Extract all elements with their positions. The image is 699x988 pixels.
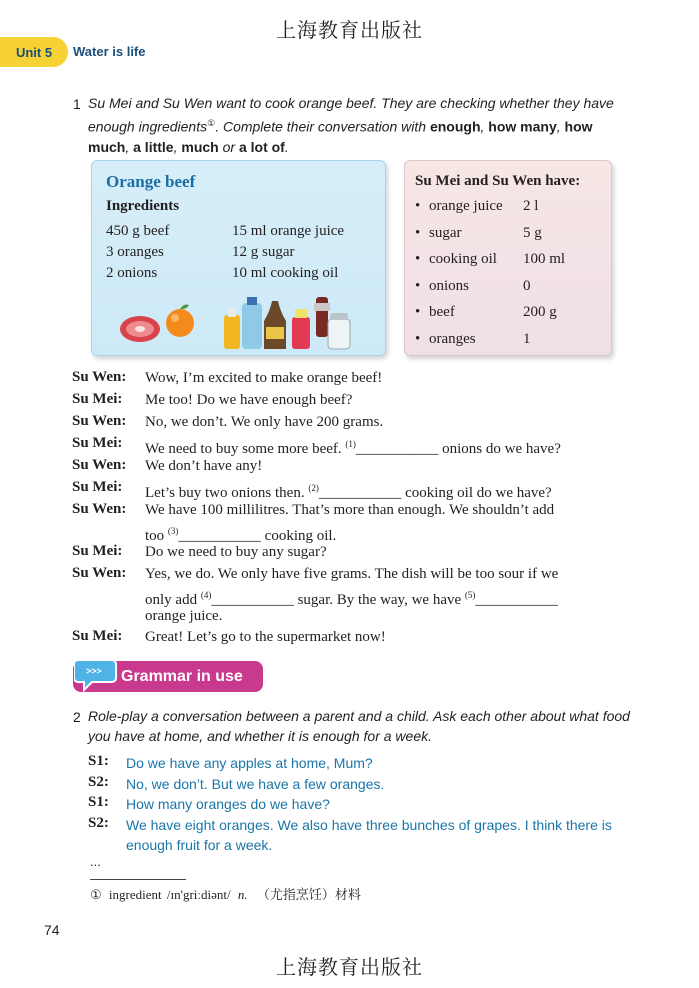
- blank-number: (1): [345, 439, 356, 449]
- inventory-item: cooking oil: [429, 251, 497, 267]
- dialogue-text: sugar. By the way, we have: [293, 592, 465, 608]
- bottle-icon: [224, 307, 240, 349]
- dialogue-speaker: Su Mei:: [72, 543, 123, 559]
- instruction-line-1: Su Mei and Su Wen want to cook orange beef. They are checking whether they have: [88, 95, 614, 111]
- option-enough: enough: [429, 118, 481, 135]
- inventory-item: beef: [429, 304, 455, 320]
- answer-blank-2[interactable]: ___________: [318, 485, 402, 501]
- inventory-item: oranges: [429, 331, 476, 347]
- bottle-icon: [242, 297, 262, 349]
- answer-blank-5[interactable]: ___________: [475, 592, 558, 608]
- option-how: how: [564, 118, 593, 135]
- bullet-icon: •: [415, 331, 421, 347]
- answer-blank-1[interactable]: ___________: [355, 441, 439, 457]
- footnote-word: ingredient: [108, 887, 162, 902]
- blank-number: (3): [167, 526, 179, 536]
- dialogue-speaker: Su Wen:: [72, 457, 127, 473]
- inventory-amount: 1: [523, 331, 531, 347]
- footnote-marker: ①: [207, 118, 216, 128]
- dialogue-line: Wow, I’m excited to make orange beef!: [145, 370, 383, 386]
- dialogue-line: Do we need to buy any sugar?: [145, 544, 327, 560]
- recipe-card: [91, 160, 386, 356]
- instruction-line-2: you have at home, and whether it is enough for a week.: [88, 728, 432, 744]
- ingredient-item: 450 g beef: [106, 223, 170, 239]
- ingredients-illustration: [114, 289, 364, 353]
- instruction-line-2: [88, 113, 628, 137]
- separator: .: [284, 138, 289, 155]
- option-much: much: [88, 138, 126, 155]
- dialogue-text: cooking oil.: [260, 528, 337, 544]
- beef-icon: [120, 316, 160, 342]
- inventory-amount: 5 g: [523, 225, 542, 241]
- dialogue-speaker: Su Wen:: [72, 501, 127, 517]
- dialogue-speaker: Su Mei:: [72, 435, 123, 451]
- separator: ,: [125, 138, 134, 155]
- inventory-amount: 200 g: [523, 304, 557, 320]
- bullet-icon: •: [415, 198, 421, 214]
- inventory-item: onions: [429, 278, 470, 294]
- dialogue-speaker: Su Mei:: [72, 479, 123, 495]
- grammar-label: Grammar in use: [121, 667, 243, 685]
- dialogue-text: cooking oil do we have?: [401, 485, 552, 501]
- option-how-many: how many: [488, 118, 557, 135]
- dialogue-speaker: Su Mei:: [72, 391, 123, 407]
- unit-title: Water is life: [73, 44, 146, 59]
- dialogue-text: Let’s buy two onions then.: [145, 485, 309, 501]
- inventory-amount: 100 ml: [523, 251, 566, 267]
- recipe-title: Orange beef: [106, 172, 196, 191]
- instruction-text: enough ingredients: [88, 118, 208, 135]
- exercise-1-instructions: [88, 93, 628, 157]
- bullet-icon: •: [415, 304, 421, 320]
- inventory-item: orange juice: [429, 198, 503, 214]
- option-a-lot-of: a lot of: [238, 138, 285, 155]
- blank-number: (5): [464, 590, 476, 600]
- answer-blank-3[interactable]: ___________: [178, 528, 261, 544]
- dialogue-text: only add: [145, 592, 201, 608]
- orange-icon: [166, 305, 194, 338]
- speech-bubble-text: >>>: [86, 666, 102, 676]
- dialogue-text: We need to buy some more beef.: [145, 441, 346, 457]
- dialogue-line: orange juice.: [145, 608, 223, 624]
- ingredient-item: 15 ml orange juice: [232, 223, 345, 239]
- dialogue-line: Yes, we do. We only have five grams. The dish will be too sour if we: [145, 566, 559, 582]
- footnote-divider: [90, 879, 186, 880]
- dialogue-line: We don’t have any!: [145, 458, 263, 474]
- ingredients-heading: Ingredients: [106, 198, 180, 214]
- dialogue-speaker: Su Wen:: [72, 413, 127, 429]
- inventory-title: Su Mei and Su Wen have:: [415, 173, 581, 189]
- separator: ,: [173, 138, 182, 155]
- separator: or: [218, 138, 239, 155]
- bullet-icon: •: [415, 225, 421, 241]
- sample-speaker: S1:: [88, 794, 109, 810]
- unit-tab: Unit 5: [0, 37, 68, 67]
- footnote-part-of-speech: n.: [237, 887, 248, 902]
- bottle-icon: [264, 301, 286, 349]
- option-a-little: a little: [133, 138, 174, 155]
- ellipsis: ...: [90, 854, 101, 869]
- publisher-footer: 上海教育出版社: [276, 957, 423, 979]
- footnote: [90, 884, 361, 903]
- separator: ,: [480, 118, 489, 135]
- sample-speaker: S2:: [88, 774, 109, 790]
- exercise-2-instructions: [88, 706, 633, 746]
- sample-line: How many oranges do we have?: [126, 796, 330, 812]
- blank-number: (2): [308, 483, 319, 493]
- exercise-2-number: 2: [73, 709, 81, 725]
- speech-bubble-icon: [74, 656, 120, 696]
- answer-blank-4[interactable]: ___________: [211, 592, 294, 608]
- dialogue-speaker: Su Wen:: [72, 369, 127, 385]
- ingredient-item: 2 onions: [106, 265, 158, 281]
- salt-shaker-icon: [328, 313, 350, 349]
- publisher-header: 上海教育出版社: [276, 20, 423, 42]
- separator: ,: [556, 118, 565, 135]
- dialogue-line: We have 100 millilitres. That’s more than enough. We shouldn’t add: [145, 502, 555, 518]
- sample-speaker: S2:: [88, 815, 109, 831]
- bullet-icon: •: [415, 278, 421, 294]
- dialogue-speaker: Su Wen:: [72, 565, 127, 581]
- page-number: 74: [44, 922, 60, 938]
- sample-speaker: S1:: [88, 753, 109, 769]
- sample-line: enough fruit for a week.: [126, 837, 273, 853]
- footnote-gloss: （尤指烹饪）材料: [256, 887, 361, 902]
- sample-line: Do we have any apples at home, Mum?: [126, 755, 373, 771]
- ingredient-item: 12 g sugar: [232, 244, 295, 260]
- dialogue-text: onions do we have?: [438, 441, 561, 457]
- sample-line: No, we don’t. But we have a few oranges.: [126, 776, 385, 792]
- exercise-1-number: 1: [73, 96, 81, 112]
- blank-number: (4): [200, 590, 212, 600]
- inventory-card: [404, 160, 612, 356]
- instruction-text: . Complete their conversation with: [215, 118, 430, 135]
- dialogue-line: Me too! Do we have enough beef?: [145, 392, 353, 408]
- dialogue-line: Great! Let’s go to the supermarket now!: [145, 629, 386, 645]
- bullet-icon: •: [415, 251, 421, 267]
- option-much-2: much: [181, 138, 219, 155]
- inventory-amount: 2 l: [523, 198, 539, 214]
- inventory-amount: 0: [523, 278, 531, 294]
- inventory-item: sugar: [429, 225, 462, 241]
- sample-line: We have eight oranges. We also have three bunches of grapes. I think there is: [126, 817, 612, 833]
- dialogue-text: too: [145, 528, 168, 544]
- footnote-marker: ①: [90, 887, 102, 902]
- ingredient-item: 3 oranges: [106, 244, 164, 260]
- dialogue-speaker: Su Mei:: [72, 628, 123, 644]
- bottle-icon: [292, 309, 310, 349]
- dialogue-line: No, we don’t. We only have 200 grams.: [145, 414, 384, 430]
- instruction-line-1: Role-play a conversation between a parent and a child. Ask each other about what food: [88, 708, 630, 724]
- instruction-line-3: [88, 137, 628, 157]
- footnote-pronunciation: /ɪn'griːdiənt/: [166, 887, 231, 902]
- ingredient-item: 10 ml cooking oil: [232, 265, 339, 281]
